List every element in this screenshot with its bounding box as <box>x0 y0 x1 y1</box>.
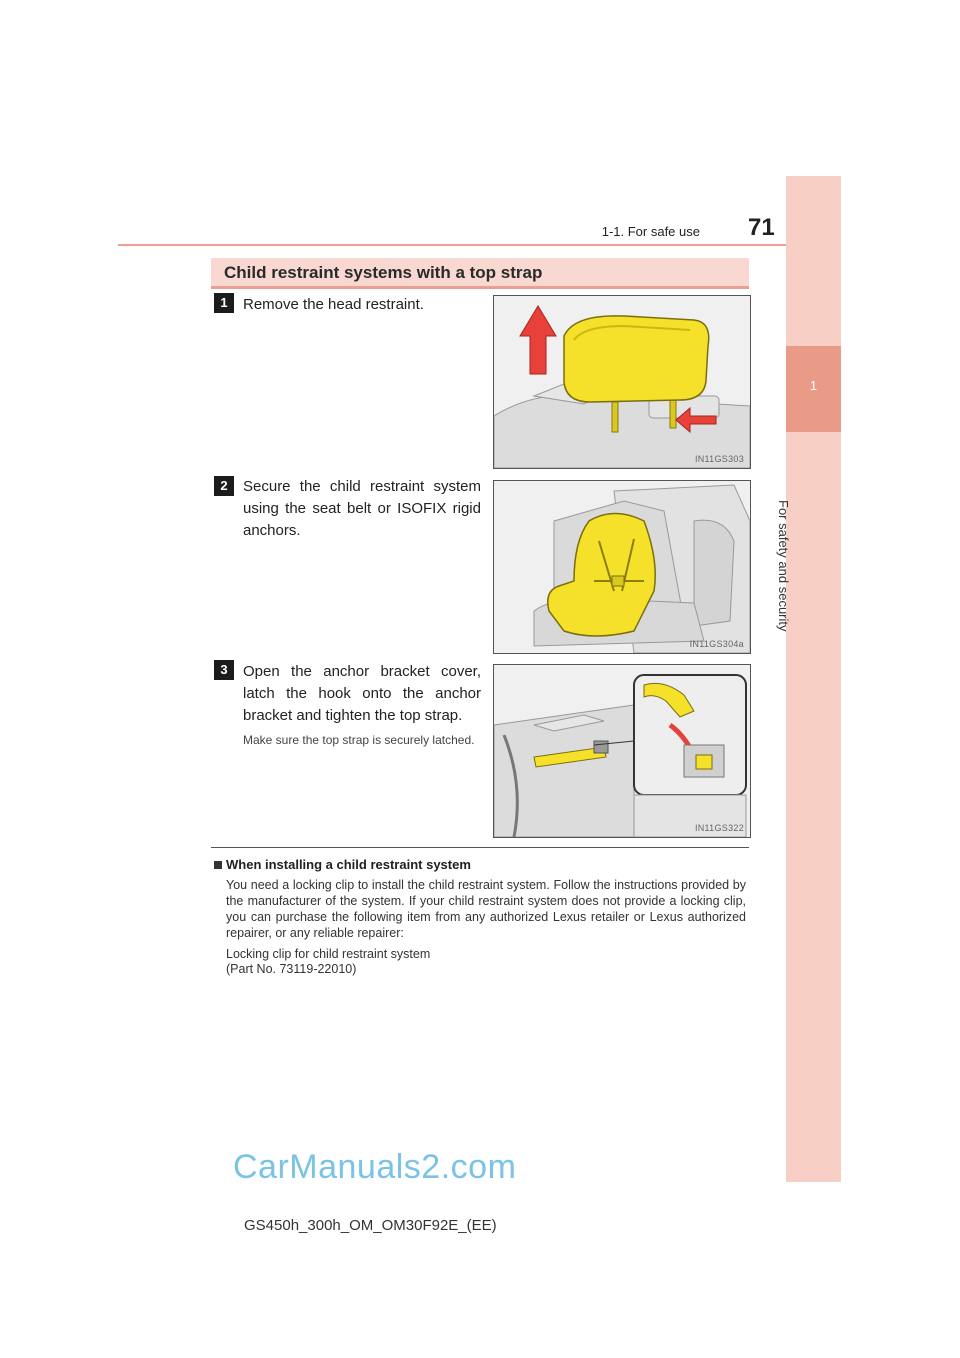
chapter-title-vertical <box>775 500 845 632</box>
figure-2-id: IN11GS304a <box>689 639 744 649</box>
section-divider <box>211 847 749 848</box>
header-section-title: 1-1. For safe use <box>601 224 700 239</box>
section-title: Child restraint systems with a top strap <box>224 263 543 282</box>
footer-doc-code: GS450h_300h_OM_OM30F92E_(EE) <box>244 1217 497 1234</box>
step-2-badge: 2 <box>214 476 234 496</box>
step-1-badge: 1 <box>214 293 234 313</box>
info-heading <box>214 857 471 872</box>
step-3-badge: 3 <box>214 660 234 680</box>
page-number: 71 <box>748 214 775 241</box>
info-heading-text: When installing a child restraint system <box>226 857 471 872</box>
step-1-text: Remove the head restraint. <box>243 296 424 313</box>
figure-1-id: IN11GS303 <box>694 454 744 464</box>
header-rule <box>118 244 840 246</box>
step-3-text: Open the anchor bracket cover, latch the hook onto the anchor bracket and tighten the top strap. <box>243 663 481 724</box>
info-part-line-1: Locking clip for child restraint system <box>226 947 431 961</box>
step-2-text: Secure the child restraint system using the seat belt or ISOFIX rigid anchors. <box>243 478 481 539</box>
info-part-line-2: (Part No. 73119-22010) <box>226 962 357 976</box>
chapter-title: For safety and security <box>776 500 791 632</box>
figure-3-id: IN11GS322 <box>694 823 744 833</box>
bullet-square-icon <box>214 861 222 869</box>
chapter-number: 1 <box>809 378 818 393</box>
figure-head-restraint <box>493 295 751 469</box>
info-body: You need a locking clip to install the child restraint system. Follow the instructions provided by the manufacturer of the system. If your child restraint system does not provide a locking clip, you can purchase the following item from any authorized Lexus retailer or Lexus authorized repairer, or any reliable repairer: <box>226 878 746 940</box>
chapter-tab <box>786 176 841 1182</box>
watermark: CarManuals2.com <box>233 1148 517 1186</box>
figure-child-seat <box>493 480 751 654</box>
step-3-note: Make sure the top strap is securely latched. <box>243 733 475 747</box>
figure-anchor-bracket <box>493 664 751 838</box>
